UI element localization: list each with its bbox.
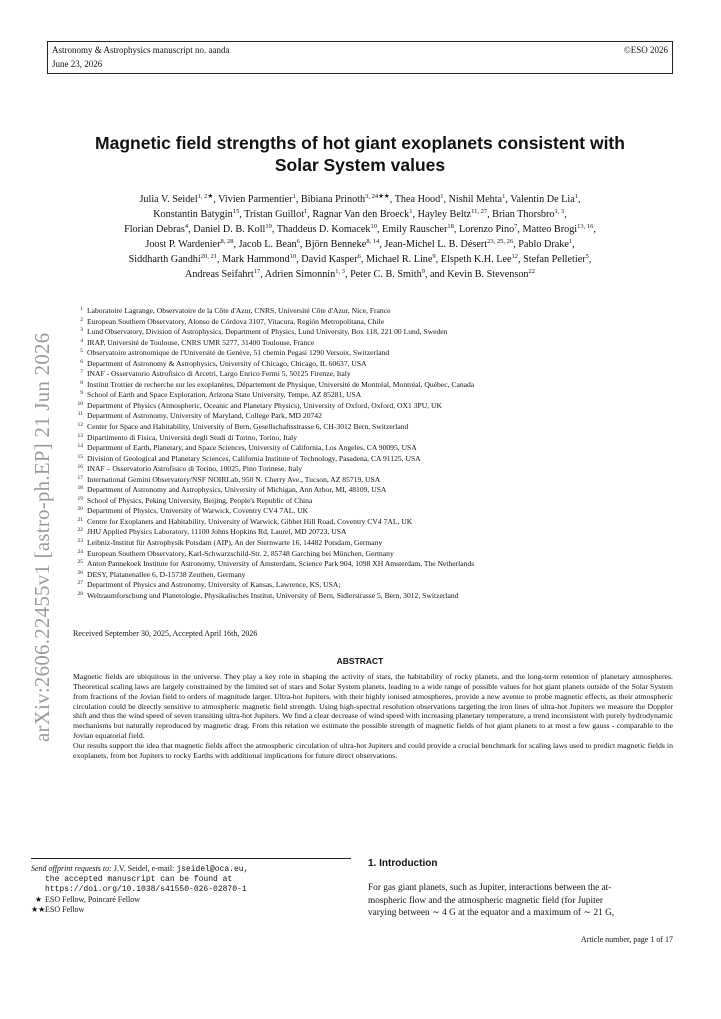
affiliation-text: Centre for Exoplanets and Habitability, University of Warwick, Gibbet Hill Road, Coventry CV4 7AL, UK <box>87 516 413 526</box>
author <box>523 254 589 265</box>
author <box>384 239 513 250</box>
author-line: Florian Debras$^4$, Daniel D. B. Koll$^{19}$, Thaddeus D. Komacek$^{10}$, Emily Rauscher$^{18}$, Lorenzo Pino$^7$, Matteo Brogi$^{13, 16}$, <box>124 222 596 235</box>
affiliation <box>73 348 673 359</box>
author-name: Björn Benneke <box>304 238 367 250</box>
affiliation-list <box>73 306 673 601</box>
manuscript-date: June 23, 2026 <box>52 59 103 69</box>
author-name: Brian Thorsbro <box>492 208 555 220</box>
author <box>124 224 188 235</box>
author <box>145 239 233 250</box>
author-affiliation-marks: 1 <box>568 237 573 245</box>
affiliation-text: INAF – Osservatorio Astrofisico di Torino, 10025, Pino Torinese, Italy <box>87 464 303 474</box>
affiliation <box>73 559 673 570</box>
author-affiliation-marks: 3, 24★★ <box>365 193 390 200</box>
author-affiliation-marks: 10 <box>289 252 297 260</box>
star-mark: ★ <box>34 895 42 904</box>
affiliation <box>73 464 673 475</box>
affiliation-number: 1 <box>80 306 83 312</box>
author-affiliation-marks: 19 <box>265 222 272 230</box>
author <box>395 194 444 205</box>
author-affiliation-marks: 1, 3 <box>335 267 345 275</box>
fellow-footnote <box>31 895 361 905</box>
affiliation-text: Weltraumforschung und Planetologie, Physikalisches Institut, University of Bern, Sidlerstrasse 5, Bern, 3012, Switzerland <box>87 590 459 600</box>
affiliation-number: 5 <box>80 348 83 355</box>
author-name: Kevin B. Stevenson <box>447 268 529 280</box>
affiliation <box>73 443 673 454</box>
author-name: Valentin De Lia <box>510 194 575 205</box>
footnote-text: ESO Fellow <box>45 905 85 914</box>
footnote-rule <box>31 858 351 859</box>
abstract <box>73 672 673 761</box>
affiliation-number: 9 <box>80 390 83 397</box>
affiliation-number: 25 <box>77 559 83 566</box>
author-name: Julia V. Seidel <box>139 194 198 205</box>
affiliation <box>73 433 673 444</box>
affiliation-number: 28 <box>77 590 83 597</box>
title-line: Magnetic field strengths of hot giant exoplanets consistent with <box>95 133 625 153</box>
author <box>185 269 260 280</box>
affiliation-text: Department of Astronomy & Astrophysics, University of Chicago, Chicago, IL 60637, USA <box>87 358 367 368</box>
affiliation-number: 11 <box>77 411 83 418</box>
affiliation-text: Department of Physics (Atmospheric, Oceanic and Planetary Physics), University of Oxford, Oxford, OX1 3PU, UK <box>87 400 442 410</box>
author-affiliation-marks: 8, 14 <box>366 237 380 245</box>
affiliation-text: JHU Applied Physics Laboratory, 11100 Johns Hopkins Rd, Laurel, MD 20723, USA <box>87 527 347 537</box>
author-affiliation-marks: 5 <box>585 252 589 260</box>
author-line: Joost P. Wardenier$^{8, 28}$, Jacob L. Bean$^6$, Björn Benneke$^{8, 14}$, Jean-Michel L. B. Désert$^{23, 25, 26}$, Pablo Drake$^1$, <box>145 237 575 250</box>
author-line: Julia V. Seidel$^{1, 2★}$, Vivien Parmentier$^1$, Bibiana Prinoth$^{3, 24★★}$, Thea Hood$^1$, Nishil Mehta$^1$, Valentin De Lia$^1$, <box>139 193 581 205</box>
affiliation-number: 20 <box>77 506 83 513</box>
affiliation-text: Department of Astronomy and Astrophysics, University of Michigan, Ann Arbor, MI, 48109, USA <box>87 485 387 495</box>
affiliation-number: 2 <box>80 316 83 323</box>
affiliation-number: 10 <box>77 400 83 407</box>
author-name: Thaddeus D. Komacek <box>276 223 371 235</box>
title-line: Solar System values <box>274 155 446 175</box>
author <box>265 269 345 280</box>
affiliation <box>73 338 673 349</box>
affiliation-number: 23 <box>77 538 83 545</box>
affiliation-text: European Southern Observatory, Alonso de Córdova 3107, Vitacura, Región Metropolitana, Chile <box>87 316 385 326</box>
author-affiliation-marks: 15 <box>232 207 240 215</box>
author-name: Florian Debras <box>124 223 185 235</box>
intro-line: varying between ∼ 4 G at the equator and a maximum of ∼ 21 G, <box>368 908 615 918</box>
author <box>305 239 379 250</box>
author-name: Thea Hood <box>394 194 441 205</box>
author-name: Peter C. B. Smith <box>350 268 422 280</box>
affiliation <box>73 570 673 581</box>
author <box>366 254 436 265</box>
affiliation <box>73 359 673 370</box>
affiliation-text: Lund Observatory, Division of Astrophysics, Department of Physics, Lund University, Box 118, 221 00 Lund, Sweden <box>87 327 448 337</box>
affiliation-number: 22 <box>77 527 83 534</box>
affiliation <box>73 591 673 602</box>
author-affiliation-marks: 22 <box>528 267 536 275</box>
affiliation-text: Division of Geological and Planetary Sciences, California Institute of Technology, Pasadena, CA 91125, USA <box>87 453 421 463</box>
affiliation <box>73 422 673 433</box>
affiliation-text: Department of Earth, Planetary, and Space Sciences, University of California, Los Angeles, CA 90095, USA <box>87 443 417 453</box>
author-affiliation-marks: 11, 27 <box>471 207 488 215</box>
author <box>449 194 506 205</box>
author-name: Pablo Drake <box>518 238 569 250</box>
author-name: Adrien Simonnin <box>264 268 336 280</box>
author <box>239 239 300 250</box>
author-affiliation-marks: 20, 21 <box>200 252 217 260</box>
affiliation-number: 7 <box>80 369 83 376</box>
author-name: Stefan Pelletier <box>523 253 586 265</box>
footnotes <box>31 864 361 915</box>
manuscript-header <box>47 41 673 74</box>
author-affiliation-marks: 1 <box>574 193 578 200</box>
affiliation <box>73 506 673 517</box>
doi-link[interactable]: https://doi.org/10.1038/s41550-026-02870-1 <box>45 885 247 894</box>
abstract-paragraph: Magnetic fields are ubiquitous in the universe. They play a key role in shaping the activity of stars, the habitability of rocky planets, and the long-term retention of planetary atmospheres. Theoretical scaling laws are largely constrained by the limited set of stars and Solar System planets, leading to a wide range of possible values for hot giant planets outside of the Solar System from fractions of the Jovian field to orders of magnitude larger. Ultra-hot Jupiters, with their highly ionised atmospheres, provide a new avenue to probe magnetic effects, as their atmospheric circulation could be directly sensitive to atmospheric magnetic field strength. Using high-spectral resolution observations targeting the iron lines of ultra-hot Jupiters we measure the Doppler shift and thus the wind speed of seven transiting ultra-hot Jupiters. We find a clear decrease of wind speed with increasing planetary temperature, a trend inconsistent with purely hydrodynamic mechanisms but naturally reproduced by magnetic drag. From this relation we estimate the possible strength of magnetic fields of hot giant planets to at most a few gauss - comparable to the Jovian equatorial field. <box>73 672 673 741</box>
author <box>129 254 217 265</box>
author <box>447 269 535 280</box>
author-name: Andreas Seifahrt <box>184 268 254 280</box>
author-line: Siddharth Gandhi$^{20, 21}$, Mark Hammond$^{10}$, David Kasper$^6$, Michael R. Line$^9$, Elspeth K.H. Lee$^{12}$, Stefan Pelletier$^5$, <box>128 252 592 265</box>
affiliation-text: Observatoire astronomique de l'Université de Genève, 51 chemin Pegasi 1290 Versoix, Switzerland <box>87 348 390 358</box>
author-affiliation-marks: 9 <box>432 252 436 260</box>
affiliation-text: Leibniz-Institut für Astrophysik Potsdam (AIP), An der Sternwarte 16, 14482 Potsdam, Germany <box>87 538 383 548</box>
author <box>518 239 572 250</box>
affiliation-number: 12 <box>77 422 83 429</box>
affiliation <box>73 327 673 338</box>
author-name: David Kasper <box>301 253 358 265</box>
author-name: Elspeth K.H. Lee <box>440 253 512 265</box>
author-name: Bibiana Prinoth <box>300 194 366 205</box>
offprint-label: Send offprint requests to: <box>31 864 112 873</box>
page-number: Article number, page 1 of 17 <box>580 935 673 944</box>
intro-line: mospheric flow and the atmospheric magnetic field (for Jupiter <box>368 895 603 906</box>
affiliation-number: 8 <box>80 379 83 386</box>
author-name: Jacob L. Bean <box>238 238 297 250</box>
star-mark: ★★ <box>31 905 46 914</box>
affiliation <box>73 380 673 391</box>
email-link[interactable]: jseidel@oca.eu, <box>176 865 249 874</box>
journal-name: Astronomy & Astrophysics manuscript no. aanda <box>52 45 230 55</box>
intro-line: For gas giant planets, such as Jupiter, interactions between the at- <box>368 883 612 893</box>
author-name: Michael R. Line <box>365 253 433 265</box>
author <box>153 209 239 220</box>
author <box>277 224 377 235</box>
affiliation-text: Department of Physics, University of Warwick, Coventry CV4 7AL, UK <box>87 506 309 516</box>
author-affiliation-marks: 13, 16 <box>577 222 594 230</box>
affiliation <box>73 527 673 538</box>
abstract-heading: ABSTRACT <box>336 656 384 666</box>
author <box>222 254 296 265</box>
author <box>382 224 454 235</box>
author-line: Konstantin Batygin$^{15}$, Tristan Guillot$^1$, Ragnar Van den Broeck$^1$, Hayley Beltz$^{11, 27}$, Brian Thorsbro$^{1, 3}$, <box>153 207 567 220</box>
affiliation <box>73 401 673 412</box>
manuscript-note: the accepted manuscript can be found at <box>45 875 233 884</box>
author <box>301 194 390 205</box>
author-name: Emily Rauscher <box>382 223 448 235</box>
affiliation-number: 13 <box>77 432 83 439</box>
affiliation-text: School of Earth and Space Exploration, Arizona State University, Tempe, AZ 85281, USA <box>87 390 362 400</box>
affiliation-text: Department of Astronomy, University of Maryland, College Park, MD 20742 <box>87 411 322 421</box>
author-affiliation-marks: 17 <box>253 267 261 275</box>
affiliation-text: School of Physics, Peking University, Beijing, People's Republic of China <box>87 495 313 505</box>
author <box>301 254 361 265</box>
affiliation-text: European Southern Observatory, Karl-Schwarzschild-Str. 2, 85748 Garching bei München, Germany <box>87 548 394 558</box>
received-dates: Received September 30, 2025, Accepted April 16th, 2026 <box>73 629 258 638</box>
affiliation-number: 6 <box>80 358 83 365</box>
author-affiliation-marks: 1 <box>304 207 308 215</box>
author-affiliation-marks: 1 <box>292 193 296 200</box>
author-name: Mark Hammond <box>222 253 290 265</box>
author <box>312 209 412 220</box>
author <box>418 209 487 220</box>
affiliation <box>73 317 673 328</box>
affiliation-number: 27 <box>77 580 83 587</box>
author <box>510 194 578 205</box>
fellow-footnote <box>31 905 361 915</box>
affiliation <box>73 485 673 496</box>
author-affiliation-marks: 7 <box>514 222 518 230</box>
copyright: ©ESO 2026 <box>623 45 668 55</box>
affiliation-text: Institut Trottier de recherche sur les exoplanètes, Département de Physique, Université de Montréal, Montréal, Québec, Canada <box>87 379 475 389</box>
author-affiliation-marks: 1, 3 <box>554 207 565 215</box>
affiliation <box>73 496 673 507</box>
author-affiliation-marks: 4 <box>184 222 189 230</box>
intro-text <box>368 882 673 920</box>
author <box>244 209 307 220</box>
affiliation-text: International Gemini Observatory/NSF NOIRLab, 950 N. Cherry Ave., Tucson, AZ 85719, USA <box>87 474 381 484</box>
author-affiliation-marks: 1 <box>409 207 413 215</box>
paper-title <box>47 132 673 176</box>
affiliation-number: 4 <box>80 337 83 344</box>
affiliation-number: 26 <box>77 569 83 576</box>
author-line: Andreas Seifahrt$^{17}$, Adrien Simonnin$^{1, 3}$, Peter C. B. Smith$^9$, and Kevin B. Stevenson$^{22}$ <box>184 267 536 280</box>
author-affiliation-marks: 6 <box>296 237 300 245</box>
affiliation <box>73 306 673 317</box>
abstract-paragraph: Our results support the idea that magnetic fields affect the atmospheric circulation of ultra-hot Jupiters and could provide a crucial benchmark for scaling laws used to predict magnetic fields in exoplanets, from hot Jupiters to rocky Earths with additional implications for future direct observations. <box>73 740 673 760</box>
author-affiliation-marks: 9 <box>421 267 425 275</box>
author <box>218 194 296 205</box>
author-affiliation-marks: 1 <box>440 193 444 200</box>
offprint-text: J.V. Seidel, e-mail: <box>111 864 177 873</box>
affiliation-text: Center for Space and Habitability, University of Bern, Gesellschaftsstrasse 6, CH-3012 Bern, Switzerland <box>87 422 409 432</box>
affiliation <box>73 390 673 401</box>
affiliation <box>73 517 673 528</box>
author-name: Hayley Beltz <box>417 208 472 220</box>
author-affiliation-marks: 1 <box>502 193 506 200</box>
affiliation <box>73 549 673 560</box>
affiliation-number: 18 <box>77 485 83 492</box>
affiliation <box>73 411 673 422</box>
offprint-footnote <box>31 864 361 875</box>
affiliation <box>73 580 673 591</box>
author <box>523 224 594 235</box>
affiliation <box>73 369 673 380</box>
author-name: Lorenzo Pino <box>459 223 515 235</box>
affiliation-text: Laboratoire Lagrange, Observatoire de la Côte d'Azur, CNRS, Université Côte d'Azur, Nice, France <box>87 306 391 315</box>
author-affiliation-marks: 10 <box>370 222 377 230</box>
affiliation-number: 16 <box>77 464 83 471</box>
author-list <box>47 193 673 282</box>
affiliation-number: 3 <box>80 327 83 334</box>
author-name: Siddharth Gandhi <box>128 253 201 265</box>
author-affiliation-marks: 8, 28 <box>220 237 234 245</box>
affiliation <box>73 538 673 549</box>
affiliation-number: 19 <box>77 495 83 502</box>
affiliation-text: DESY, Platanenallee 6, D-15738 Zeuthen, Germany <box>87 569 246 579</box>
author-name: Joost P. Wardenier <box>145 238 221 250</box>
affiliation-number: 14 <box>77 443 83 450</box>
author-name: Tristan Guillot <box>244 208 305 220</box>
author-affiliation-marks: 12 <box>511 252 518 260</box>
author-name: Nishil Mehta <box>448 194 503 205</box>
author <box>492 209 564 220</box>
author <box>139 194 213 205</box>
author-name: Konstantin Batygin <box>153 208 233 220</box>
author-name: Ragnar Van den Broeck <box>312 208 410 220</box>
affiliation <box>73 454 673 465</box>
arxiv-stamp: arXiv:2606.22455v1 [astro-ph.EP] 21 Jun 2026 <box>31 332 54 742</box>
author <box>350 269 425 280</box>
affiliation-number: 24 <box>77 548 83 555</box>
section-heading: 1. Introduction <box>368 858 438 869</box>
affiliation-text: IRAP, Université de Toulouse, CNRS UMR 5277, 31400 Toulouse, France <box>87 337 315 347</box>
author <box>459 224 517 235</box>
author-affiliation-marks: 18 <box>447 222 454 230</box>
footnote-text: ESO Fellow, Poincaré Fellow <box>45 895 141 904</box>
author <box>441 254 518 265</box>
author <box>193 224 272 235</box>
affiliation-text: INAF - Osservatorio Astrofisico di Arcetri, Largo Enrico Fermi 5, 50125 Firenze, Italy <box>87 369 351 379</box>
author-affiliation-marks: 6 <box>357 252 361 260</box>
affiliation-number: 15 <box>77 453 83 460</box>
author-name: Daniel D. B. Koll <box>193 223 266 235</box>
author-name: Matteo Brogi <box>522 223 578 235</box>
affiliation-text: Dipartimento di Fisica, Università degli Studi di Torino, Torino, Italy <box>87 432 297 442</box>
author-affiliation-marks: 23, 25, 26 <box>487 237 514 245</box>
affiliation-number: 17 <box>77 474 83 481</box>
affiliation-text: Anton Pannekoek Institute for Astronomy, University of Amsterdam, Science Park 904, 1098 XH Amsterdam, The Netherlands <box>87 559 475 569</box>
author-affiliation-marks: 1, 2★ <box>197 193 214 200</box>
affiliation-text: Department of Physics and Astronomy, University of Kansas, Lawrence, KS, USA; <box>87 580 341 590</box>
affiliation <box>73 475 673 486</box>
author-name: Vivien Parmentier <box>218 194 293 205</box>
author-name: Jean-Michel L. B. Désert <box>384 238 488 250</box>
affiliation-number: 21 <box>77 516 83 523</box>
